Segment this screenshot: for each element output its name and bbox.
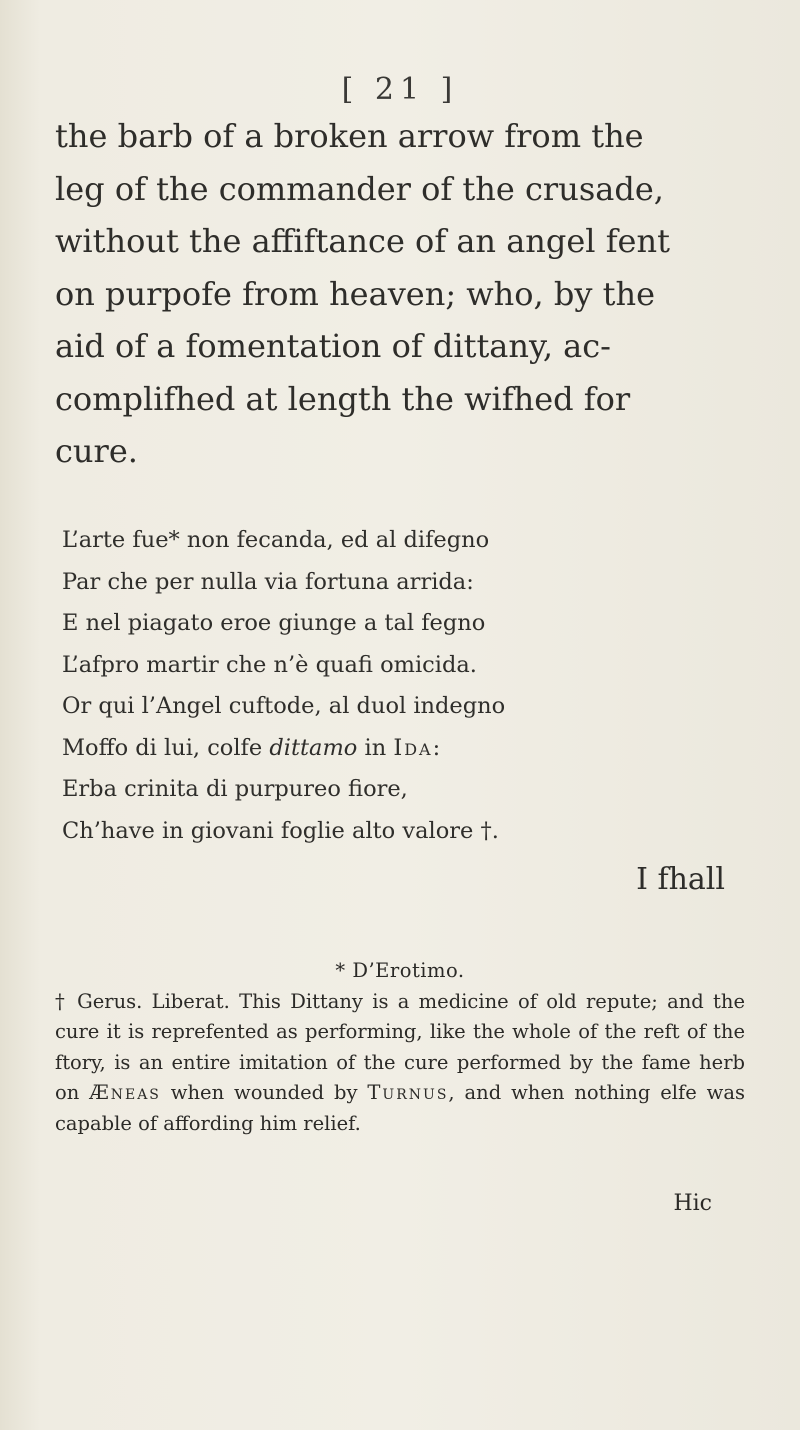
body-line: complifhed at length the wifhed for [55,379,631,418]
footnote-dagger [55,987,745,1140]
body-line: cure. [55,432,138,470]
footnote-text: , and when nothing elfe was capable of affording him relief. [55,1081,745,1135]
verse-connector: in [357,734,394,761]
footnote-name-turnus: Turnus [367,1081,449,1104]
footnote-asterisk: * D’Erotimo. [335,959,465,982]
main-paragraph [55,110,745,478]
footnote-text: when wounded by [160,1081,368,1104]
verse-line: Ch’have in giovani foglie alto valore †. [62,817,499,844]
footnote-name-aeneas: Æneas [89,1081,161,1104]
body-line: aid of a fomentation of dittany, ac- [55,327,611,365]
verse-line: L’afpro martir che n’è quafi omicida. [62,651,477,678]
page-number: [ 21 ] [341,72,459,107]
catchword: I fhall [636,862,725,897]
verse-place-name: Ida [393,734,433,761]
body-line: leg of the commander of the crusade, [55,169,664,208]
body-line: without the affiftance of an angel fent [55,222,670,260]
verse-line-text: Moffo di lui, colfe [62,734,263,761]
verse-punct: : [432,734,441,761]
verse-line: Or qui l’Angel cuftode, al duol indegno [62,693,506,719]
body-line: on purpofe from heaven; who, by the [55,274,656,313]
bottom-catchword: Hic [673,1191,712,1216]
verse-line: E nel piagato eroe giunge a tal fegno [62,610,486,636]
verse-line: Par che per nulla via fortuna arrida: [62,568,474,595]
verse-italic-word: dittamo [269,734,358,761]
body-line: the barb of a broken arrow from the [55,117,644,155]
verse-line: Erba crinita di purpureo fiore, [62,776,408,802]
italian-verse-quote [62,520,762,852]
footnotes [55,956,745,1139]
verse-line: L’arte fue* non fecanda, ed al difegno [62,527,490,553]
verse-line [62,728,762,770]
footnote-text: † Gerus. Liberat. This Dittany is a medicine of old repute; and the cure it is reprefented as performing, like the whole of the reft of the ftory, is an entire imitation of the cure performed by the fame herb on [55,989,745,1104]
